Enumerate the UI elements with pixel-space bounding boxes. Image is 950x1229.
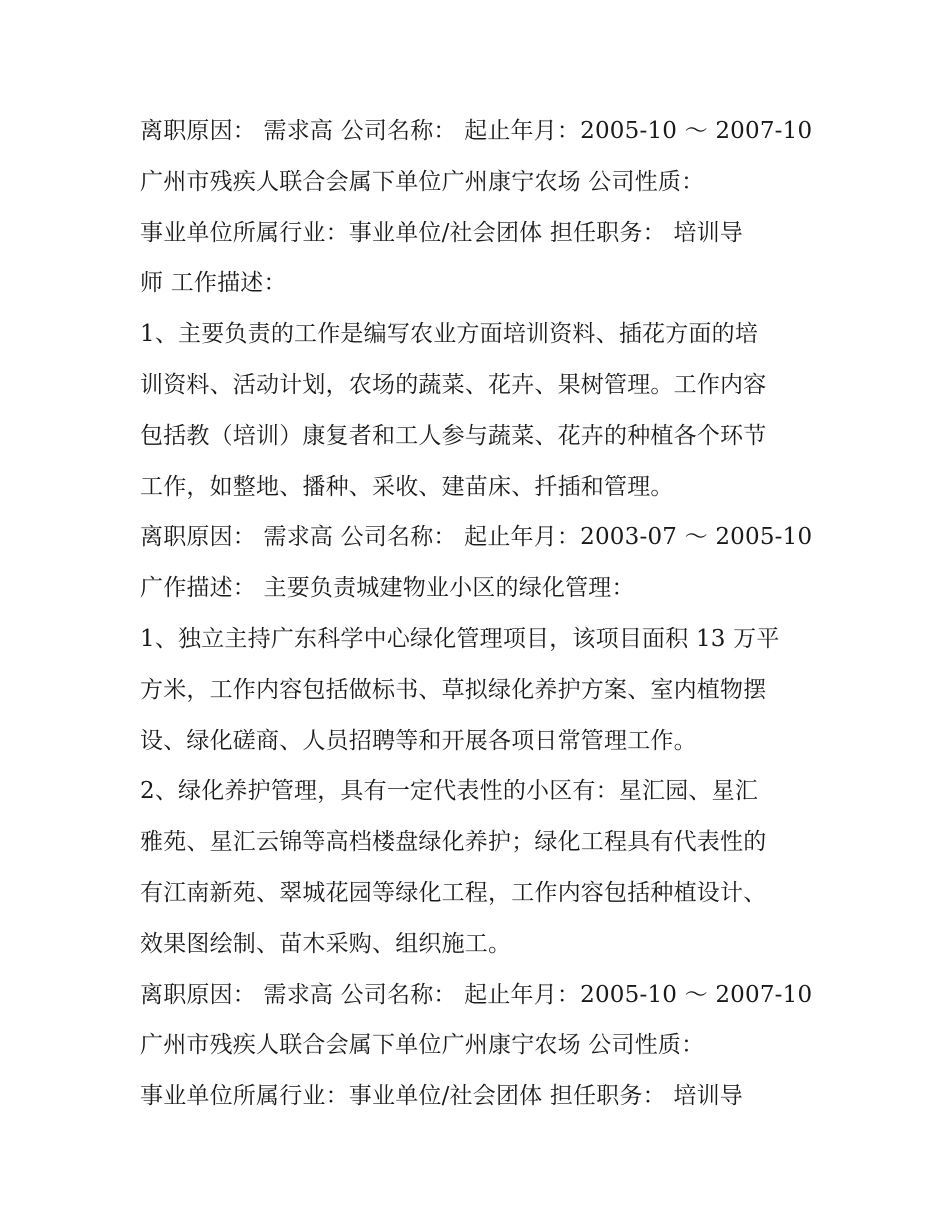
text-line: 事业单位所属行业：事业单位/社会团体 担任职务： 培训导 [140, 219, 743, 246]
text-line: 雅苑、星汇云锦等高档楼盘绿化养护；绿化工程具有代表性的 [140, 829, 767, 856]
text-line: 效果图绘制、苗木采购、组织施工。 [140, 930, 512, 957]
text-line: 工作，如整地、播种、采收、建苗床、扦插和管理。 [140, 473, 674, 500]
text-line: 1、独立主持广东科学中心绿化管理项目，该项目面积 13 万平 [140, 625, 780, 652]
text-line: 离职原因： 需求高 公司名称： 起止年月：2005-10 ～ 2007-10 [140, 118, 813, 144]
text-line: 2、绿化养护管理，具有一定代表性的小区有：星汇园、星汇 [140, 778, 759, 805]
text-line: 训资料、活动计划，农场的蔬菜、花卉、果树管理。工作内容 [140, 371, 767, 398]
document-body [140, 106, 820, 1122]
text-line: 离职原因： 需求高 公司名称： 起止年月：2003-07 ～ 2005-10 [140, 524, 813, 551]
text-line: 包括教（培训）康复者和工人参与蔬菜、花卉的种植各个环节 [140, 422, 767, 449]
text-line: 有江南新苑、翠城花园等绿化工程，工作内容包括种植设计、 [140, 879, 767, 906]
text-line: 1、主要负责的工作是编写农业方面培训资料、插花方面的培 [140, 321, 759, 348]
text-line: 广作描述： 主要负责城建物业小区的绿化管理： [140, 575, 635, 602]
text-line: 师 工作描述： [140, 270, 287, 297]
text-line: 设、绿化磋商、人员招聘等和开展各项日常管理工作。 [140, 727, 697, 754]
text-line: 方米，工作内容包括做标书、草拟绿化养护方案、室内植物摆 [140, 676, 767, 703]
text-line: 广州市残疾人联合会属下单位广州康宁农场 公司性质： [140, 1032, 705, 1059]
text-line: 事业单位所属行业：事业单位/社会团体 担任职务： 培训导 [140, 1083, 743, 1110]
text-line: 广州市残疾人联合会属下单位广州康宁农场 公司性质： [140, 168, 705, 195]
text-line: 离职原因： 需求高 公司名称： 起止年月：2005-10 ～ 2007-10 [140, 981, 813, 1008]
